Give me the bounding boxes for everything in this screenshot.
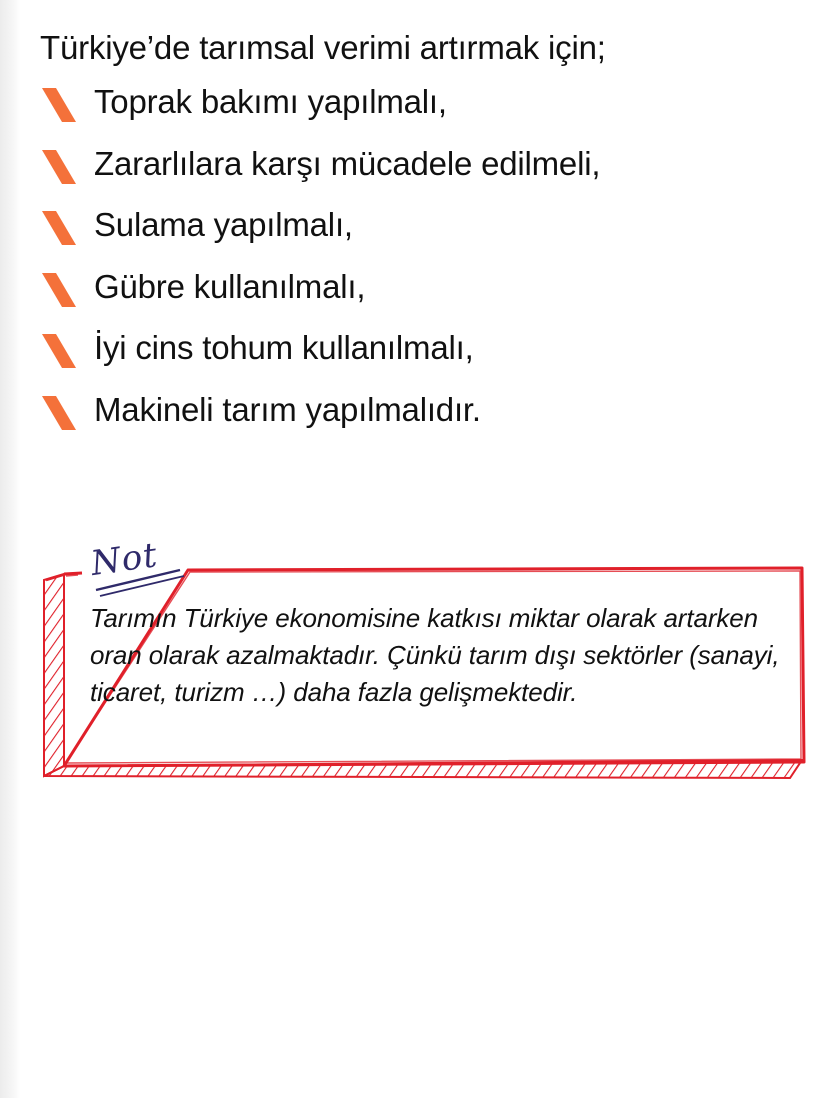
slash-bullet-icon bbox=[40, 86, 80, 124]
slash-bullet-icon bbox=[40, 332, 80, 370]
bullet-list bbox=[40, 80, 600, 449]
note-box bbox=[38, 535, 808, 790]
list-item bbox=[40, 326, 600, 388]
list-item bbox=[40, 265, 600, 327]
intro-text: Türkiye’de tarımsal verimi artırmak için; bbox=[40, 29, 606, 66]
list-item-label: Makineli tarım yapılmalıdır. bbox=[94, 390, 481, 428]
list-item bbox=[40, 388, 600, 450]
page-left-edge bbox=[0, 0, 20, 1098]
list-item-label: Toprak bakımı yapılmalı, bbox=[94, 83, 447, 120]
list-item bbox=[40, 203, 600, 265]
list-item bbox=[40, 142, 600, 204]
slash-bullet-icon bbox=[40, 209, 80, 247]
note-text: Tarımın Türkiye ekonomisine katkısı miktar olarak artarken oran olarak azalmaktadır. Çünkü tarım dışı sektörler (sanayi, ticaret, turizm …) daha fazla gelişmektedir. bbox=[90, 603, 780, 707]
list-item bbox=[40, 80, 600, 142]
slash-bullet-icon bbox=[40, 271, 80, 309]
note-title: Not bbox=[88, 535, 161, 584]
list-item-label: Gübre kullanılmalı, bbox=[94, 267, 366, 305]
slash-bullet-icon bbox=[40, 148, 80, 186]
list-item-label: Sulama yapılmalı, bbox=[94, 206, 353, 243]
list-item-label: İyi cins tohum kullanılmalı, bbox=[94, 329, 474, 366]
slash-bullet-icon bbox=[40, 394, 80, 432]
list-item-label: Zararlılara karşı mücadele edilmeli, bbox=[94, 144, 601, 182]
